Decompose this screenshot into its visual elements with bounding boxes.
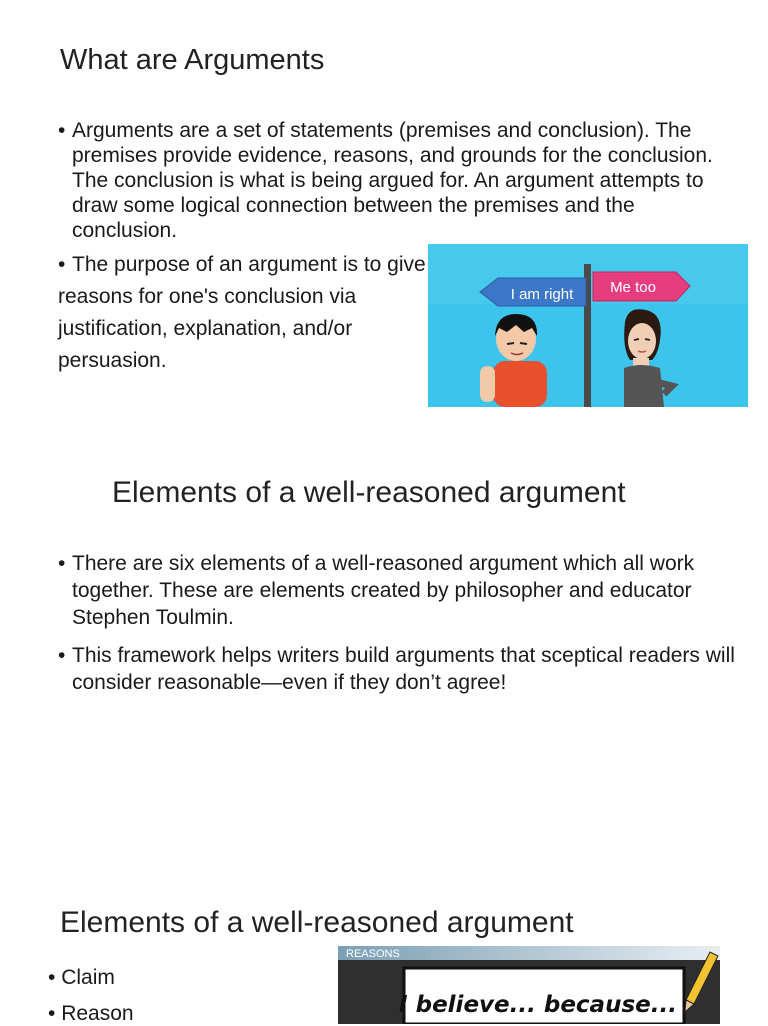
slide-elements-list [0, 900, 768, 1024]
slide-title: Elements of a well-reasoned argument [60, 906, 574, 939]
sign-left-label: I am right [510, 286, 574, 303]
signpost-illustration [428, 244, 748, 407]
bullet-dot: • [58, 253, 66, 276]
bullet-dot: • [48, 966, 56, 989]
slide-what-are-arguments [0, 0, 768, 460]
bullet-dot: • [48, 1002, 56, 1025]
bullet-text: Arguments are a set of statements (premises and conclusion). The premises provide evidence, reasons, and grounds for the conclusion. The conclusion is what is being argued for. An argument attempts to draw some logical connection between the premises and the conclusion. [72, 119, 713, 242]
bullet-framework [58, 642, 738, 696]
list-item-claim [48, 966, 115, 990]
bullet-text: This framework helps writers build arguments that sceptical readers will consider reasonable—even if they don’t agree! [72, 644, 735, 694]
slide-title: What are Arguments [60, 44, 325, 76]
reasons-caption: I believe... because... [399, 992, 677, 1018]
reasons-header-label: REASONS [346, 948, 400, 960]
bullet-dot: • [58, 644, 66, 667]
slide-elements-overview [0, 460, 768, 900]
bullet-arguments-definition [58, 118, 738, 243]
bullet-dot: • [58, 552, 66, 575]
bullet-argument-purpose [58, 249, 430, 377]
slide-title: Elements of a well-reasoned argument [112, 476, 626, 509]
list-item-reason [48, 1002, 134, 1026]
reasons-image [338, 946, 720, 1024]
sign-right-label: Me too [610, 279, 656, 296]
bullet-text: There are six elements of a well-reasoned argument which all work together. These are elements created by philosopher and educator Stephen Toulmin. [72, 552, 695, 629]
list-item-label: Reason [61, 1002, 134, 1025]
bullet-six-elements [58, 550, 738, 631]
bullet-dot: • [58, 119, 66, 142]
bullet-text: The purpose of an argument is to give reasons for one's conclusion via justification, explanation, and/or persuasion. [58, 253, 426, 372]
list-item-label: Claim [61, 966, 115, 989]
